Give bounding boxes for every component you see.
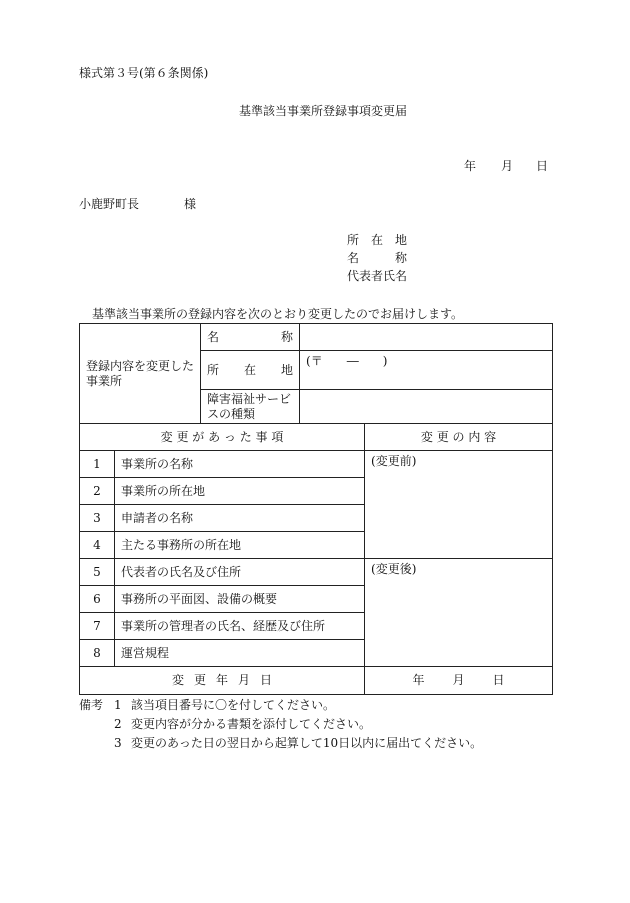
item-text-8: 運営規程 [115, 640, 365, 667]
item-text-6: 事務所の平面図、設備の概要 [115, 586, 365, 613]
before-content-field[interactable] [365, 451, 553, 559]
establishment-address-field[interactable] [300, 351, 553, 390]
form-title: 基準該当事業所登録事項変更届 [239, 104, 408, 118]
change-date-label-2: 更 [193, 673, 206, 687]
item-number-5[interactable]: 5 [80, 559, 115, 586]
notes-label: 備考 [79, 698, 104, 712]
change-date-year: 年 [412, 673, 425, 687]
establishment-group-label: 登録内容を変更した事業所 [86, 358, 195, 388]
item-text-5: 代表者の氏名及び住所 [115, 559, 365, 586]
item-text-1: 事業所の名称 [115, 451, 365, 478]
after-content-field[interactable] [365, 559, 553, 667]
item-text-3: 申請者の名称 [115, 505, 365, 532]
changes-header-left: 変 更 が あ っ た 事 項 [80, 424, 365, 451]
item-number-4[interactable]: 4 [80, 532, 115, 559]
note-text-1: 該当項目番号に〇を付してください。 [131, 698, 336, 712]
change-date-label-3: 年 [216, 673, 229, 687]
change-date-month: 月 [452, 673, 465, 687]
change-date-label-1: 変 [171, 673, 184, 687]
name-label-1: 名 [207, 329, 220, 344]
service-label-cell [201, 390, 300, 424]
note-number-1: 1 [114, 698, 122, 712]
before-label: (変更前) [371, 454, 417, 468]
note-text-3: 変更のあった日の翌日から起算して10日以内に届出てください。 [131, 736, 483, 750]
item-text-2: 事業所の所在地 [115, 478, 365, 505]
address-label-1: 所 [207, 362, 220, 377]
registration-change-table [79, 323, 553, 695]
addressee-suffix: 様 [184, 197, 197, 211]
item-number-6[interactable]: 6 [80, 586, 115, 613]
applicant-address-label: 所 在 地 [347, 233, 408, 247]
change-date-label-4: 月 [238, 673, 251, 687]
change-date-label-cell [80, 667, 365, 695]
name-label-cell [201, 324, 300, 351]
item-number-3[interactable]: 3 [80, 505, 115, 532]
address-label-cell [201, 351, 300, 390]
changes-header-right: 変 更 の 内 容 [365, 424, 553, 451]
applicant-representative-label: 代表者氏名 [347, 269, 408, 283]
form-number: 様式第３号(第６条関係) [79, 66, 209, 80]
service-label: 障害福祉サービスの種類 [207, 391, 292, 421]
date-year: 年 [464, 159, 477, 173]
change-date-field[interactable] [365, 667, 553, 695]
note-number-2: 2 [114, 717, 122, 731]
date-day: 日 [536, 159, 549, 173]
postal-code-placeholder: (〒 ― ) [306, 354, 388, 368]
item-number-7[interactable]: 7 [80, 613, 115, 640]
address-label-3: 地 [280, 362, 293, 377]
establishment-name-field[interactable] [300, 324, 553, 351]
addressee: 小鹿野町長 [79, 197, 140, 211]
item-number-1[interactable]: 1 [80, 451, 115, 478]
applicant-name-label: 名 称 [347, 251, 408, 265]
date-month: 月 [501, 159, 514, 173]
change-date-label-5: 日 [260, 673, 273, 687]
after-label: (変更後) [371, 562, 417, 576]
item-number-2[interactable]: 2 [80, 478, 115, 505]
item-number-8[interactable]: 8 [80, 640, 115, 667]
note-number-3: 3 [114, 736, 122, 750]
intro-text: 基準該当事業所の登録内容を次のとおり変更したのでお届けします。 [92, 307, 464, 321]
address-label-2: 在 [244, 362, 257, 377]
item-text-7: 事業所の管理者の氏名、経歴及び住所 [115, 613, 365, 640]
service-type-field[interactable] [300, 390, 553, 424]
item-text-4: 主たる事務所の所在地 [115, 532, 365, 559]
change-date-day: 日 [492, 673, 505, 687]
establishment-group-label-cell [80, 324, 201, 424]
note-text-2: 変更内容が分かる書類を添付してください。 [131, 717, 372, 731]
name-label-2: 称 [281, 329, 294, 344]
